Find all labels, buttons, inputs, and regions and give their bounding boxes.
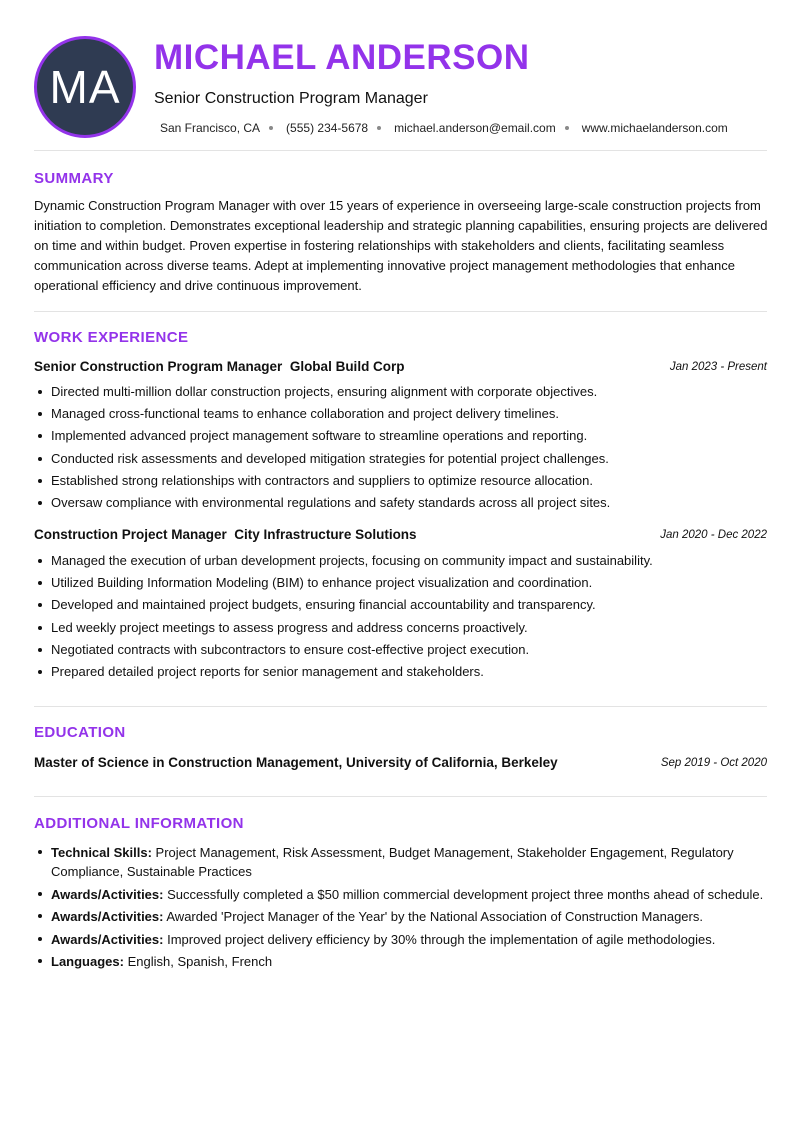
item-label: Awards/Activities: <box>51 931 164 947</box>
summary-heading: SUMMARY <box>34 170 114 187</box>
separator-dot <box>269 126 273 130</box>
item-label: Awards/Activities: <box>51 886 164 902</box>
education-heading: EDUCATION <box>34 724 126 741</box>
divider <box>34 706 767 707</box>
job-header <box>34 526 767 544</box>
additional-heading: ADDITIONAL INFORMATION <box>34 815 244 832</box>
education-dates: Sep 2019 - Oct 2020 <box>660 757 767 769</box>
contact-line <box>160 120 728 136</box>
job-title-line <box>34 358 405 376</box>
job-dates: Jan 2023 - Present <box>669 361 767 373</box>
divider <box>34 150 767 151</box>
list-item: Managed cross-functional teams to enhance collaboration and project delivery timelines. <box>34 406 767 422</box>
item-text: Project Management, Risk Assessment, Budget Management, Stakeholder Engagement, Regulatory Compliance, Sustainable Practices <box>51 845 734 879</box>
contact-website[interactable]: www.michaelanderson.com <box>581 121 728 135</box>
item-label: Languages: <box>51 954 124 969</box>
list-item: Managed the execution of urban development projects, focusing on community impact and sustainability. <box>34 553 767 569</box>
list-item: Established strong relationships with contractors and suppliers to optimize resource allocation. <box>34 473 767 489</box>
contact-phone: (555) 234-5678 <box>286 121 369 135</box>
list-item: Directed multi-million dollar construction projects, ensuring alignment with corporate objectives. <box>34 384 767 400</box>
item-label: Technical Skills: <box>51 845 152 860</box>
contact-location: San Francisco, CA <box>160 121 261 135</box>
separator-dot <box>377 126 381 130</box>
list-item <box>34 952 767 971</box>
list-item: Developed and maintained project budgets, ensuring financial accountability and transparency. <box>34 597 767 613</box>
list-item <box>34 843 767 881</box>
list-item: Prepared detailed project reports for senior management and stakeholders. <box>34 664 767 680</box>
experience-heading: WORK EXPERIENCE <box>34 329 189 346</box>
job-company: Global Build Corp <box>289 359 405 374</box>
candidate-name: MICHAEL ANDERSON <box>154 38 530 77</box>
avatar <box>34 36 136 138</box>
job-bullets <box>34 553 767 686</box>
item-text: Successfully completed a $50 million commercial development project three months ahead of schedule. <box>167 886 764 902</box>
candidate-role: Senior Construction Program Manager <box>154 90 428 107</box>
job-bullets <box>34 384 767 517</box>
item-text: English, Spanish, French <box>127 954 273 969</box>
job-title: Construction Project Manager <box>34 527 227 542</box>
list-item: Utilized Building Information Modeling (BIM) to enhance project visualization and coordination. <box>34 575 767 591</box>
item-text: Awarded 'Project Manager of the Year' by the National Association of Construction Managers. <box>166 909 703 924</box>
separator-dot <box>565 126 569 130</box>
divider <box>34 311 767 312</box>
avatar-initials: MA <box>49 61 121 113</box>
list-item <box>34 885 767 904</box>
list-item: Negotiated contracts with subcontractors to ensure cost-effective project execution. <box>34 642 767 658</box>
job-header <box>34 358 767 376</box>
item-label: Awards/Activities: <box>51 909 164 924</box>
job-title-line <box>34 526 417 544</box>
education-entry <box>34 754 767 772</box>
job-title: Senior Construction Program Manager <box>34 359 283 374</box>
list-item: Oversaw compliance with environmental regulations and safety standards across all project sites. <box>34 495 767 511</box>
contact-email[interactable]: michael.anderson@email.com <box>394 121 556 135</box>
resume-header <box>34 34 767 138</box>
divider <box>34 796 767 797</box>
list-item: Led weekly project meetings to assess progress and address concerns proactively. <box>34 620 767 636</box>
list-item: Implemented advanced project management software to streamline operations and reporting. <box>34 428 767 444</box>
list-item: Conducted risk assessments and developed mitigation strategies for potential project challenges. <box>34 451 767 467</box>
list-item <box>34 930 767 949</box>
degree: Master of Science in Construction Management, University of California, Berkeley <box>34 755 558 770</box>
summary-text: Dynamic Construction Program Manager with over 15 years of experience in overseeing large-scale construction projects from initiation to completion. Demonstrates exceptional leadership and strategic planning capabilities, ensuring projects are delivered on time and within budget. Proven expertise in fostering relationships with stakeholders and clients, facilitating seamless communication across diverse teams. Adept at implementing innovative project management methodologies that enhance operational efficiency and drive continuous improvement. <box>34 198 768 293</box>
list-item <box>34 907 767 926</box>
item-text: Improved project delivery efficiency by 30% through the implementation of agile methodologies. <box>167 931 716 947</box>
job-company: City Infrastructure Solutions <box>234 527 417 542</box>
additional-list <box>34 843 767 975</box>
job-dates: Jan 2020 - Dec 2022 <box>660 529 767 541</box>
